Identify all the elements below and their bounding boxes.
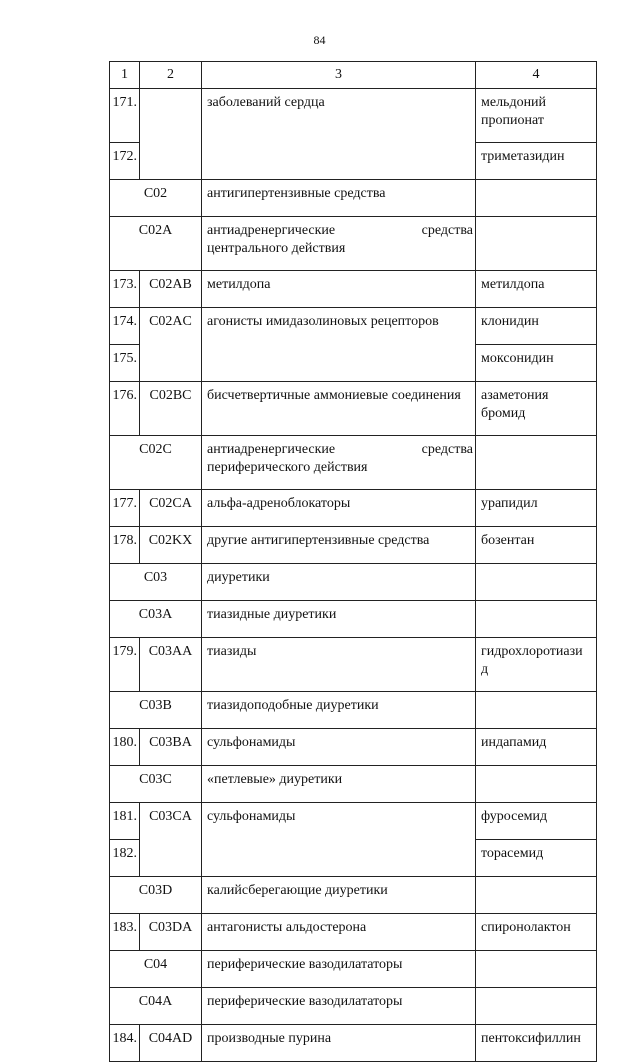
table-row — [110, 692, 597, 729]
drug-name: спиронолактон — [476, 914, 597, 951]
table-row — [110, 877, 597, 914]
drug-name: торасемид — [476, 840, 597, 877]
drug-name — [476, 217, 597, 271]
table-row — [110, 988, 597, 1025]
table-row — [110, 382, 597, 436]
drug-name: гидрохлоротиази д — [476, 638, 597, 692]
table-row — [110, 601, 597, 638]
group-description: антиадренергические средства периферического действия — [202, 436, 476, 490]
group-description: сульфонамиды — [202, 729, 476, 766]
table-row — [110, 308, 597, 345]
page-number: 84 — [313, 33, 326, 47]
group-description: «петлевые» диуретики — [202, 766, 476, 803]
drug-name — [476, 766, 597, 803]
group-description: периферические вазодилататоры — [202, 951, 476, 988]
row-number: 183. — [110, 914, 140, 951]
atc-code: C02CA — [140, 490, 202, 527]
row-number: 179. — [110, 638, 140, 692]
row-number: 177. — [110, 490, 140, 527]
table-row — [110, 89, 597, 143]
table-row — [110, 1025, 597, 1062]
group-description: антагонисты альдостерона — [202, 914, 476, 951]
drug-name: клонидин — [476, 308, 597, 345]
group-description: диуретики — [202, 564, 476, 601]
atc-code: C03DA — [140, 914, 202, 951]
atc-code: C03B — [110, 692, 202, 729]
table-row — [110, 527, 597, 564]
atc-code: C04 — [110, 951, 202, 988]
atc-code: C03 — [110, 564, 202, 601]
group-description: периферические вазодилататоры — [202, 988, 476, 1025]
column-header: 3 — [202, 62, 476, 89]
drug-name — [476, 564, 597, 601]
atc-code: C03A — [110, 601, 202, 638]
table-row — [110, 271, 597, 308]
group-description: сульфонамиды — [202, 803, 476, 877]
drug-name: бозентан — [476, 527, 597, 564]
drug-name — [476, 692, 597, 729]
drug-name — [476, 951, 597, 988]
row-number: 174. — [110, 308, 140, 345]
row-number: 175. — [110, 345, 140, 382]
atc-code — [140, 89, 202, 180]
atc-code: C02AC — [140, 308, 202, 382]
group-description: антигипертензивные средства — [202, 180, 476, 217]
atc-code: C02AB — [140, 271, 202, 308]
column-header: 1 — [110, 62, 140, 89]
atc-code: C02BC — [140, 382, 202, 436]
group-description: калийсберегающие диуретики — [202, 877, 476, 914]
table-row — [110, 180, 597, 217]
drug-name: моксонидин — [476, 345, 597, 382]
atc-code: C04AD — [140, 1025, 202, 1062]
drug-name — [476, 988, 597, 1025]
atc-code: C03D — [110, 877, 202, 914]
atc-code: C03C — [110, 766, 202, 803]
row-number: 172. — [110, 143, 140, 180]
group-description: тиазидные диуретики — [202, 601, 476, 638]
drug-name — [476, 601, 597, 638]
row-number: 181. — [110, 803, 140, 840]
table-row — [110, 803, 597, 840]
table-row — [110, 217, 597, 271]
row-number: 184. — [110, 1025, 140, 1062]
group-description: тиазидоподобные диуретики — [202, 692, 476, 729]
row-number: 182. — [110, 840, 140, 877]
atc-code: C03AA — [140, 638, 202, 692]
atc-code: C04A — [110, 988, 202, 1025]
column-header: 2 — [140, 62, 202, 89]
table-header-row — [110, 62, 597, 89]
drug-name — [476, 436, 597, 490]
table-row — [110, 914, 597, 951]
row-number: 171. — [110, 89, 140, 143]
atc-code: C03CA — [140, 803, 202, 877]
atc-code: C02KX — [140, 527, 202, 564]
row-number: 180. — [110, 729, 140, 766]
row-number: 178. — [110, 527, 140, 564]
group-description: антиадренергические средства центрального действия — [202, 217, 476, 271]
drug-name: урапидил — [476, 490, 597, 527]
drug-name: пентоксифиллин — [476, 1025, 597, 1062]
group-description: альфа-адреноблокаторы — [202, 490, 476, 527]
row-number: 173. — [110, 271, 140, 308]
column-header: 4 — [476, 62, 597, 89]
group-description: агонисты имидазолиновых рецепторов — [202, 308, 476, 382]
table-row — [110, 490, 597, 527]
table-row — [110, 564, 597, 601]
atc-code: C02C — [110, 436, 202, 490]
atc-code: C02A — [110, 217, 202, 271]
drug-classification-table — [109, 61, 597, 1062]
group-description: метилдопа — [202, 271, 476, 308]
row-number: 176. — [110, 382, 140, 436]
table-row — [110, 436, 597, 490]
drug-name: мельдоний пропионат — [476, 89, 597, 143]
atc-code: C02 — [110, 180, 202, 217]
drug-name: триметазидин — [476, 143, 597, 180]
drug-name — [476, 180, 597, 217]
group-description: бисчетвертичные аммониевые соединения — [202, 382, 476, 436]
group-description: другие антигипертензивные средства — [202, 527, 476, 564]
table-row — [110, 951, 597, 988]
group-description: производные пурина — [202, 1025, 476, 1062]
drug-name: метилдопа — [476, 271, 597, 308]
drug-name: азаметония бромид — [476, 382, 597, 436]
atc-code: C03BA — [140, 729, 202, 766]
drug-name: фуросемид — [476, 803, 597, 840]
table-row — [110, 766, 597, 803]
table-row — [110, 638, 597, 692]
drug-name: индапамид — [476, 729, 597, 766]
table-row — [110, 729, 597, 766]
group-description: тиазиды — [202, 638, 476, 692]
drug-name — [476, 877, 597, 914]
group-description: заболеваний сердца — [202, 89, 476, 180]
